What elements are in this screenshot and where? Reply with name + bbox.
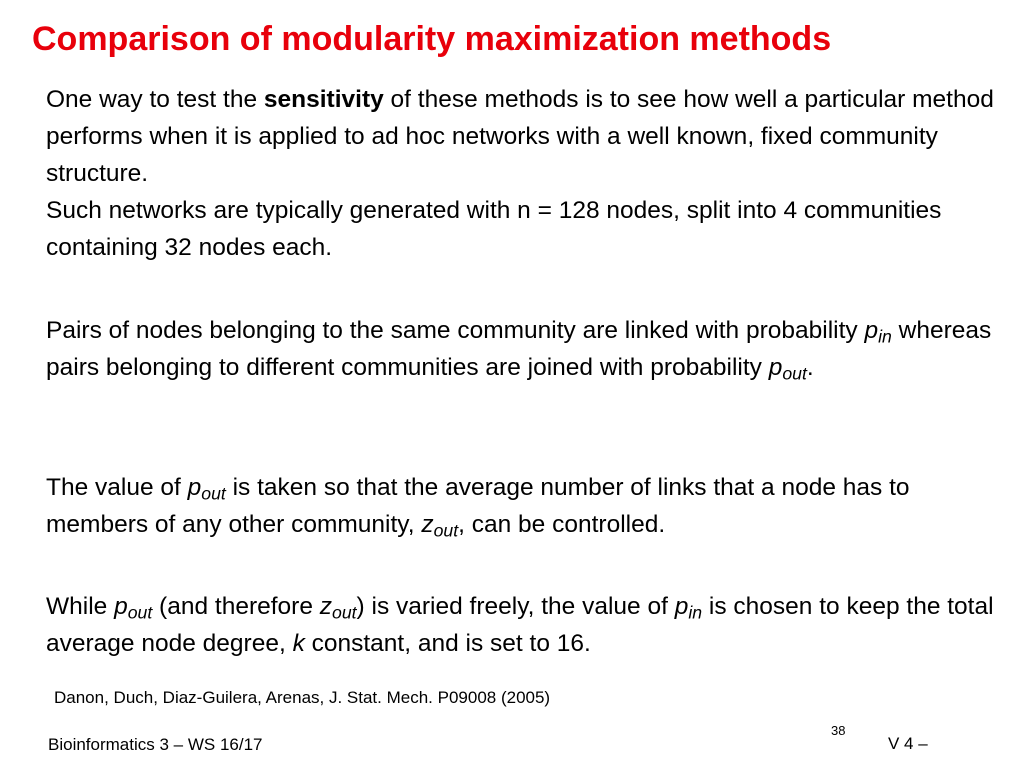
text: (and therefore	[152, 593, 320, 620]
text: , can be controlled.	[458, 511, 666, 538]
text: is taken so that the average number of links that a node has to members of any other community,	[46, 474, 910, 538]
text: .	[806, 354, 814, 381]
text: While	[46, 593, 115, 620]
var-p: p	[674, 593, 689, 620]
page-number: 38	[831, 723, 846, 738]
emphasis-sensitivity: sensitivity	[263, 86, 384, 113]
var-k: k	[292, 630, 305, 657]
citation: Danon, Duch, Diaz-Guilera, Arenas, J. Stat. Mech. P09008 (2005)	[54, 688, 551, 707]
var-p: p	[864, 317, 879, 344]
text: constant, and is set to 16.	[304, 630, 591, 657]
text: The value of	[46, 474, 188, 501]
sub-out: out	[201, 483, 226, 504]
sub-out: out	[782, 363, 807, 384]
paragraph-sensitivity	[46, 81, 996, 192]
slide-title: Comparison of modularity maximization methods	[32, 20, 832, 58]
var-z: z	[421, 511, 434, 538]
paragraph-pout	[46, 469, 996, 543]
paragraph-network-size: Such networks are typically generated with n = 128 nodes, split into 4 communities containing 32 nodes each.	[46, 197, 942, 261]
text: ) is varied freely, the value of	[356, 593, 675, 620]
var-p: p	[187, 474, 202, 501]
text: is chosen to keep the total average node degree,	[46, 593, 994, 657]
sub-out: out	[127, 602, 153, 623]
footer-lecture: V 4 –	[888, 734, 928, 753]
var-p: p	[768, 354, 783, 381]
sub-in: in	[688, 602, 703, 623]
sub-out: out	[332, 602, 357, 623]
sub-out: out	[433, 520, 459, 541]
text: One way to test the	[46, 86, 264, 113]
text: of these methods is to see how well a particular method performs when it is applied to ad hoc networks with a well known, fixed community structure.	[46, 86, 994, 187]
paragraph-probabilities	[46, 312, 996, 386]
text: Pairs of nodes belonging to the same community are linked with probability	[46, 317, 865, 344]
var-z: z	[319, 593, 333, 620]
footer-course: Bioinformatics 3 – WS 16/17	[48, 735, 263, 754]
text: whereas pairs belonging to different communities are joined with probability	[46, 317, 992, 381]
var-p: p	[114, 593, 128, 620]
paragraph-degree	[46, 588, 996, 662]
sub-in: in	[878, 326, 892, 347]
